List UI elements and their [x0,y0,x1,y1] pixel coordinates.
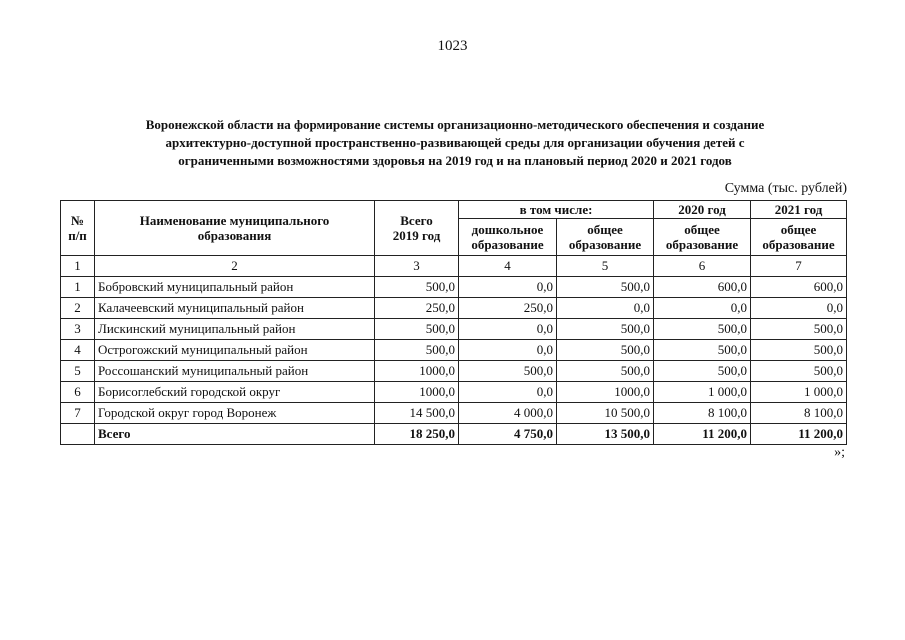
preschool-cell: 0,0 [459,340,557,361]
year-2020-cell: 500,0 [654,340,751,361]
general-cell: 500,0 [557,277,654,298]
total-label: Всего [95,424,375,445]
header-including: в том числе: [459,201,654,219]
total-2019-cell: 500,0 [375,277,459,298]
row-number: 4 [61,340,95,361]
table-row [61,361,847,382]
general-cell: 500,0 [557,340,654,361]
municipality-name: Россошанский муниципальный район [95,361,375,382]
column-index: 6 [654,256,751,277]
column-index: 5 [557,256,654,277]
table-row [61,403,847,424]
total-2019-cell: 250,0 [375,298,459,319]
preschool-sum: 4 750,0 [459,424,557,445]
table-row [61,277,847,298]
total-row [61,424,847,445]
total-2019-cell: 1000,0 [375,382,459,403]
municipality-name: Бобровский муниципальный район [95,277,375,298]
allocation-table [60,200,847,445]
municipality-name: Острогожский муниципальный район [95,340,375,361]
year-2021-cell: 8 100,0 [751,403,847,424]
preschool-cell: 0,0 [459,319,557,340]
table-row [61,340,847,361]
year-2021-cell: 0,0 [751,298,847,319]
header-num: № п/п [61,201,95,256]
general-cell: 1000,0 [557,382,654,403]
column-index: 2 [95,256,375,277]
general-cell: 500,0 [557,319,654,340]
general-cell: 500,0 [557,361,654,382]
row-number: 1 [61,277,95,298]
municipality-name: Лискинский муниципальный район [95,319,375,340]
column-index: 4 [459,256,557,277]
total-2019-cell: 1000,0 [375,361,459,382]
row-number: 3 [61,319,95,340]
column-index-row [61,256,847,277]
header-total-2019: Всего 2019 год [375,201,459,256]
preschool-cell: 0,0 [459,382,557,403]
closing-quote-mark: »; [834,445,845,460]
year-2020-sum: 11 200,0 [654,424,751,445]
preschool-cell: 500,0 [459,361,557,382]
year-2020-cell: 500,0 [654,361,751,382]
header-row-top [61,201,847,219]
year-2021-sum: 11 200,0 [751,424,847,445]
header-preschool: дошкольное образование [459,219,557,256]
municipality-name: Калачеевский муниципальный район [95,298,375,319]
year-2020-cell: 1 000,0 [654,382,751,403]
sum-note: Сумма (тыс. рублей) [724,181,847,196]
year-2021-cell: 1 000,0 [751,382,847,403]
header-general: общее образование [557,219,654,256]
general-sum: 13 500,0 [557,424,654,445]
total-2019-cell: 500,0 [375,340,459,361]
header-name: Наименование муниципального образования [95,201,375,256]
header-year-2021: 2021 год [751,201,847,219]
total-2019-cell: 14 500,0 [375,403,459,424]
year-2021-cell: 600,0 [751,277,847,298]
municipality-name: Борисоглебский городской округ [95,382,375,403]
header-year-2020: 2020 год [654,201,751,219]
column-index: 1 [61,256,95,277]
year-2020-cell: 0,0 [654,298,751,319]
general-cell: 10 500,0 [557,403,654,424]
table-row [61,382,847,403]
year-2020-cell: 8 100,0 [654,403,751,424]
page-number: 1023 [437,38,468,54]
year-2021-cell: 500,0 [751,340,847,361]
table-row [61,298,847,319]
header-general-2020: общее образование [654,219,751,256]
year-2021-cell: 500,0 [751,319,847,340]
preschool-cell: 4 000,0 [459,403,557,424]
preschool-cell: 0,0 [459,277,557,298]
title-line: Воронежской области на формирование системы организационно-методического обеспечения и создание [145,117,765,132]
document-title [60,116,850,170]
year-2021-cell: 500,0 [751,361,847,382]
title-line: архитектурно-доступной пространственно-развивающей среды для организации обучения детей с [165,135,745,150]
total-2019-sum: 18 250,0 [375,424,459,445]
title-line: ограниченными возможностями здоровья на 2019 год и на плановый период 2020 и 2021 годов [178,153,732,168]
total-2019-cell: 500,0 [375,319,459,340]
municipality-name: Городской округ город Воронеж [95,403,375,424]
column-index: 3 [375,256,459,277]
header-general-2021: общее образование [751,219,847,256]
row-number: 6 [61,382,95,403]
preschool-cell: 250,0 [459,298,557,319]
column-index: 7 [751,256,847,277]
row-number: 7 [61,403,95,424]
table-row [61,319,847,340]
general-cell: 0,0 [557,298,654,319]
year-2020-cell: 500,0 [654,319,751,340]
total-row-number [61,424,95,445]
row-number: 5 [61,361,95,382]
row-number: 2 [61,298,95,319]
year-2020-cell: 600,0 [654,277,751,298]
